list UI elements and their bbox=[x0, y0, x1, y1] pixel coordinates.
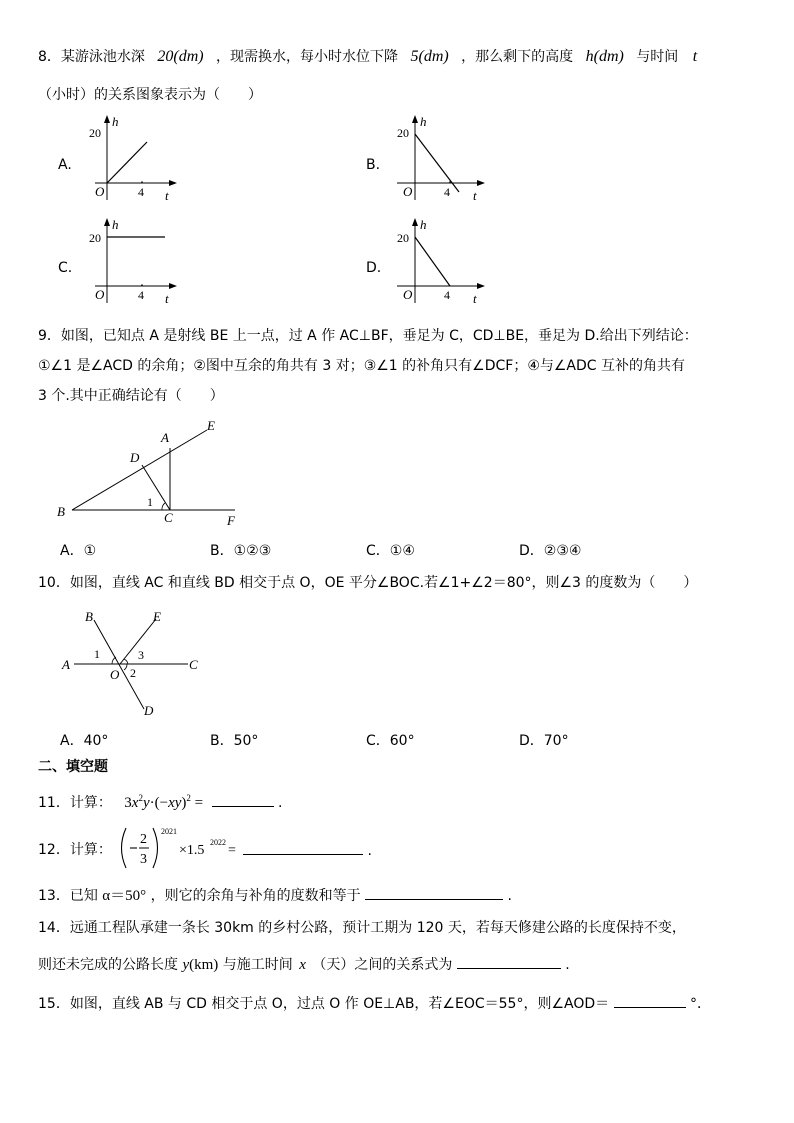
q10-choice-d: D．70° bbox=[519, 733, 569, 749]
q8-hvar: h(dm) bbox=[585, 48, 624, 65]
q8a-20: 20 bbox=[89, 126, 101, 140]
q13-line: 13．已知 α＝50° ，则它的余角与补角的度数和等于 . bbox=[38, 885, 512, 906]
q9-line3: 3 个.其中正确结论有（ ） bbox=[38, 388, 224, 404]
q8-graph-a bbox=[85, 112, 185, 204]
q8-graph-c bbox=[85, 215, 185, 307]
q8d-o: O bbox=[403, 287, 413, 302]
q10-label-c: C bbox=[189, 657, 198, 672]
q8d-h: h bbox=[420, 217, 427, 232]
q14-yvar: y(km) bbox=[182, 957, 219, 973]
q8-option-c: C. bbox=[58, 260, 73, 276]
q10-line1: 10．如图，直线 AC 和直线 BD 相交于点 O，OE 平分∠BOC.若∠1+∠2＝80°，则∠3 的度数为（ ） bbox=[38, 575, 698, 591]
q8-line1: 8．某游泳池水深 20(dm) ，现需换水，每小时水位下降 5(dm) ，那么剩下的高度 h(dm) 与时间 t bbox=[38, 48, 698, 65]
q10-figure bbox=[58, 606, 218, 721]
q9-label-a: A bbox=[161, 430, 169, 445]
q8b-20: 20 bbox=[397, 126, 409, 140]
svg-text:=: = bbox=[228, 843, 236, 858]
q9-label-f: F bbox=[227, 513, 235, 528]
q9-label-1: 1 bbox=[147, 495, 153, 509]
q8b-t: t bbox=[473, 188, 477, 203]
q8-depth: 20(dm) bbox=[157, 48, 204, 65]
q10-label-e: E bbox=[153, 609, 161, 624]
q8-tvar: t bbox=[692, 48, 698, 65]
q8b-h: h bbox=[420, 114, 427, 129]
q10-label-2: 2 bbox=[130, 666, 136, 680]
q11-expression: $3x^2y\cdot(-xy)^2$ = bbox=[124, 793, 204, 811]
q13-answer-blank[interactable] bbox=[365, 885, 503, 900]
q9-label-c: C bbox=[164, 510, 173, 525]
q9-figure bbox=[55, 415, 255, 530]
q8-option-a: A. bbox=[58, 157, 72, 173]
q8b-o: O bbox=[403, 184, 413, 199]
q12-line: 12．计算： bbox=[38, 842, 112, 858]
q8d-4: 4 bbox=[444, 288, 450, 302]
q9-choice-b: B．①②③ bbox=[210, 543, 272, 559]
svg-text:3: 3 bbox=[140, 852, 147, 867]
q8a-o: O bbox=[95, 184, 105, 199]
q14-answer-blank[interactable] bbox=[457, 954, 561, 969]
q8d-20: 20 bbox=[397, 231, 409, 245]
q12-answer-blank[interactable] bbox=[243, 840, 363, 855]
q8-option-d: D. bbox=[366, 260, 382, 276]
q8c-20: 20 bbox=[89, 231, 101, 245]
q14-line1: 14．远通工程队承建一条长 30km 的乡村公路，预计工期为 120 天，若每天修建公路的长度保持不变， bbox=[38, 920, 686, 936]
q10-label-3: 3 bbox=[138, 648, 144, 662]
q10-label-o: O bbox=[110, 667, 120, 682]
q8c-o: O bbox=[95, 287, 105, 302]
q8a-4: 4 bbox=[138, 185, 144, 199]
q8b-4: 4 bbox=[444, 185, 450, 199]
q8c-h: h bbox=[112, 217, 119, 232]
q10-label-a: A bbox=[62, 657, 70, 672]
q11-line: 11．计算： $3x^2y\cdot(-xy)^2$ = . bbox=[38, 793, 283, 811]
q10-choice-c: C．60° bbox=[366, 733, 415, 749]
q9-choice-a: A．① bbox=[60, 543, 97, 559]
q13-alpha: α＝50° bbox=[102, 888, 147, 904]
q9-label-b: B bbox=[57, 504, 65, 519]
q8c-4: 4 bbox=[138, 288, 144, 302]
q8d-t: t bbox=[473, 291, 477, 306]
q10-label-d: D bbox=[144, 703, 154, 718]
q9-label-e: E bbox=[207, 418, 215, 433]
q9-choice-c: C．①④ bbox=[366, 543, 415, 559]
q12-expression bbox=[116, 824, 241, 874]
q8-option-b: B. bbox=[366, 157, 381, 173]
q9-label-d: D bbox=[130, 450, 140, 465]
q15-answer-blank[interactable] bbox=[614, 993, 686, 1008]
q8a-t: t bbox=[165, 188, 169, 203]
q11-answer-blank[interactable] bbox=[212, 792, 274, 807]
q14-xvar: x bbox=[299, 957, 306, 973]
q14-line2: 则还未完成的公路长度 y(km) 与施工时间 x （天）之间的关系式为 . bbox=[38, 954, 570, 975]
q8-graph-d bbox=[393, 215, 493, 307]
q9-line1: 9．如图，已知点 A 是射线 BE 上一点，过 A 作 AC⊥BF，垂足为 C，CD⊥BE，垂足为 D.给出下列结论： bbox=[38, 328, 698, 344]
svg-text:2: 2 bbox=[140, 832, 147, 847]
q15-line: 15．如图，直线 AB 与 CD 相交于点 O，过点 O 作 OE⊥AB，若∠EOC＝55°，则∠AOD＝ °． bbox=[38, 993, 711, 1014]
q8-rate: 5(dm) bbox=[410, 48, 449, 65]
q12-exp2: 2022 bbox=[210, 838, 226, 847]
q8-line2: （小时）的关系图象表示为（ ） bbox=[38, 87, 262, 103]
q10-label-b: B bbox=[85, 609, 93, 624]
section-title: 二、填空题 bbox=[38, 759, 108, 775]
q10-label-1: 1 bbox=[94, 647, 100, 661]
svg-text:×1.5: ×1.5 bbox=[179, 843, 205, 858]
q8c-t: t bbox=[165, 291, 169, 306]
q8-graph-b bbox=[393, 112, 493, 204]
q9-line2: ①∠1 是∠ACD 的余角；②图中互余的角共有 3 对；③∠1 的补角只有∠DCF；④与∠ADC 互补的角共有 bbox=[38, 358, 686, 374]
q10-choice-a: A．40° bbox=[60, 733, 109, 749]
q8a-h: h bbox=[112, 114, 119, 129]
q10-choice-b: B．50° bbox=[210, 733, 259, 749]
q12-exp1: 2021 bbox=[161, 827, 177, 836]
q9-choice-d: D．②③④ bbox=[519, 543, 582, 559]
